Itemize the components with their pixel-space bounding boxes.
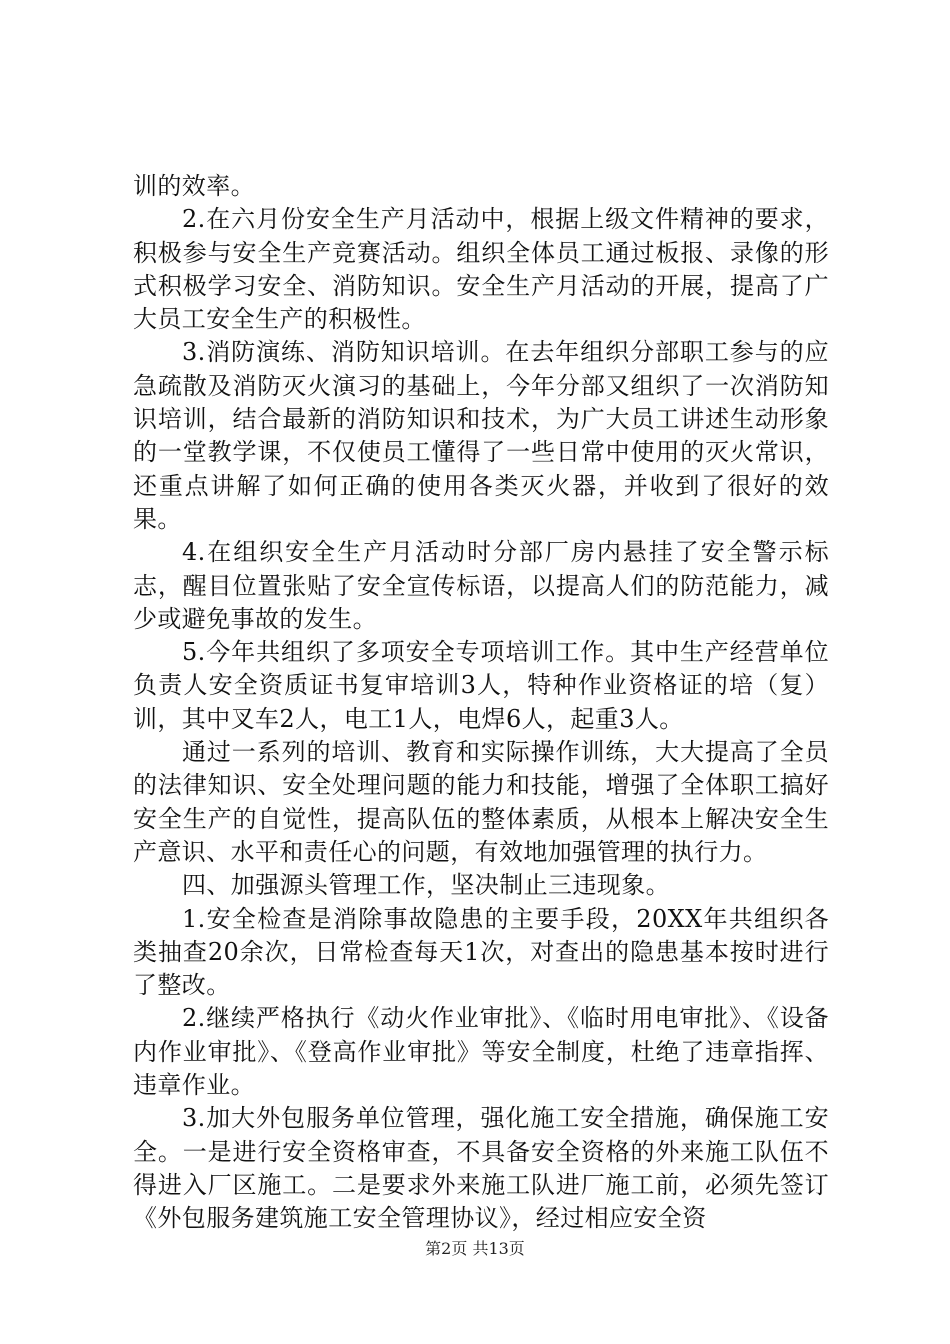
paragraph-item-2-approval: 2.继续严格执行《动火作业审批》、《临时用电审批》、《设备内作业审批》、《登高作业审批》等安全制度，杜绝了违章指挥、违章作业。 (133, 1004, 829, 1100)
paragraph-item-5-special-training: 5.今年共组织了多项安全专项培训工作。其中生产经营单位负责人安全资质证书复审培训3人，特种作业资格证的培（复）训，其中叉车2人，电工1人，电焊6人，起重3人。 (133, 638, 829, 733)
section-heading-four: 四、加强源头管理工作，坚决制止三违现象。 (182, 871, 670, 900)
document-body (133, 170, 829, 1236)
paragraph-item-1-inspection: 1.安全检查是消除事故隐患的主要手段，20XX年共组织各类抽查20余次，日常检查每天1次，对查出的隐患基本按时进行了整改。 (133, 904, 829, 1000)
paragraph-continuation: 训的效率。 (133, 172, 255, 200)
paragraph-item-4-warning-signs: 4.在组织安全生产月活动时分部厂房内悬挂了安全警示标志，醒目位置张贴了安全宣传标语，以提高人们的防范能力，减少或避免事故的发生。 (133, 538, 829, 633)
paragraph-training-summary: 通过一系列的培训、教育和实际操作训练，大大提高了全员的法律知识、安全处理问题的能力和技能，增强了全体职工搞好安全生产的自觉性，提高队伍的整体素质，从根本上解决安全生产意识、水平和责任心的问题，有效地加强管理的执行力。 (133, 738, 829, 866)
paragraph-item-2-safety-month: 2.在六月份安全生产月活动中，根据上级文件精神的要求，积极参与安全生产竞赛活动。组织全体员工通过板报、录像的形式积极学习安全、消防知识。安全生产月活动的开展，提高了广大员工安全生产的积极性。 (133, 205, 829, 334)
page-footer: 第2页 共13页 (425, 1239, 525, 1258)
paragraph-item-3-fire-drill: 3.消防演练、消防知识培训。在去年组织分部职工参与的应急疏散及消防灭火演习的基础上，今年分部又组织了一次消防知识培训，结合最新的消防知识和技术，为广大员工讲述生动形象的一堂教学课，不仅使员工懂得了一些日常中使用的灭火常识，还重点讲解了如何正确的使用各类灭火器，并收到了很好的效果。 (133, 338, 829, 533)
paragraph-item-3-outsourcing: 3.加大外包服务单位管理，强化施工安全措施，确保施工安全。一是进行安全资格审查，不具备安全资格的外来施工队伍不得进入厂区施工。二是要求外来施工队进厂施工前，必须先签订《外包服务建筑施工安全管理协议》，经过相应安全资 (133, 1104, 829, 1233)
